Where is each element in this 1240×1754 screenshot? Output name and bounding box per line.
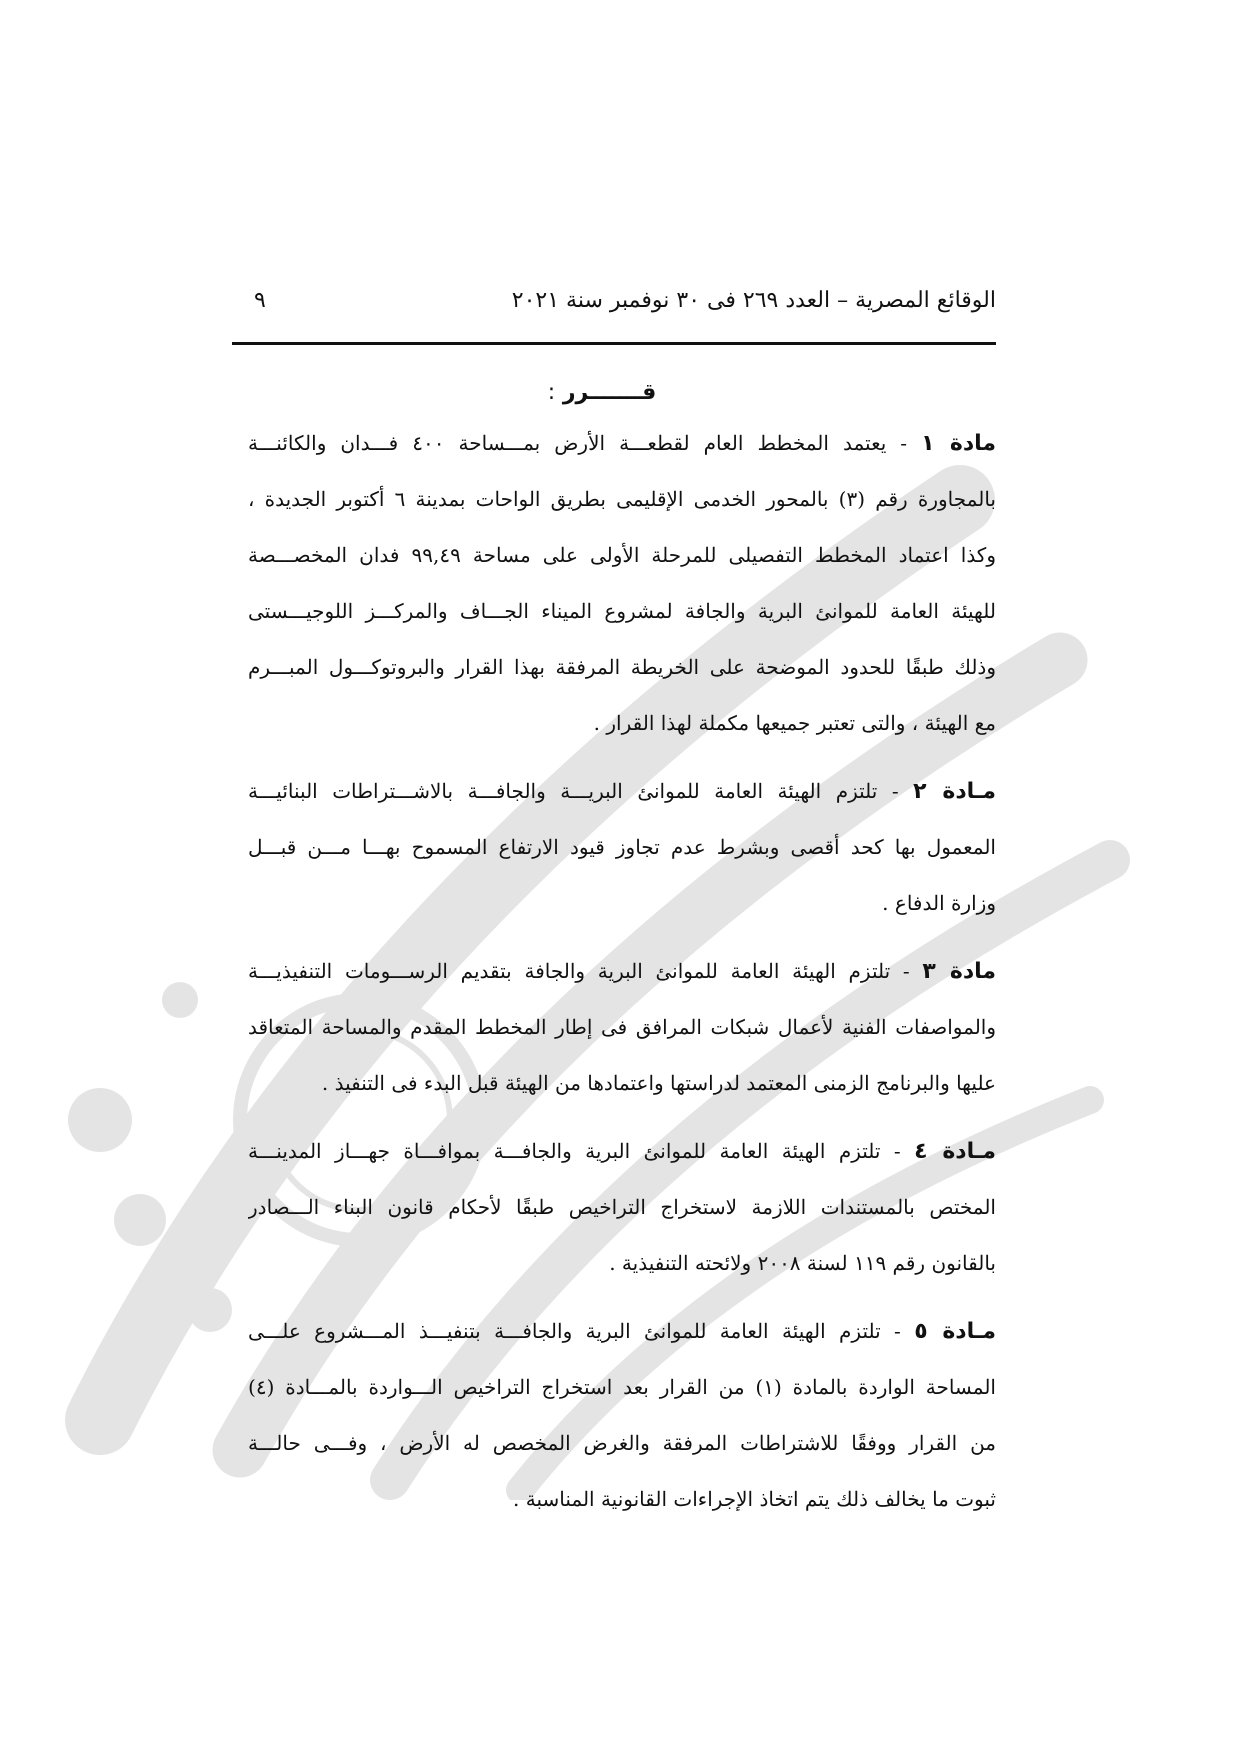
article-line — [248, 763, 996, 819]
article-text: - تلتزم الهيئة العامة للموانئ البرية والجافـــة بتنفيـــذ المـــشروع علـــى — [248, 1319, 901, 1343]
article-label: مادة ١ — [921, 431, 996, 456]
decision-heading — [248, 376, 996, 409]
article-line — [248, 1303, 996, 1359]
decision-heading-text: قـــــــرر — [562, 380, 657, 405]
article-line: بالمجاورة رقم (٣) بالمحور الخدمى الإقليمى بطريق الواحات بمدينة ٦ أكتوبر الجديدة ، — [248, 487, 996, 511]
article-line: وذلك طبقًا للحدود الموضحة على الخريطة المرفقة بهذا القرار والبروتوكـــول المبـــرم — [248, 655, 996, 679]
article-text: - تلتزم الهيئة العامة للموانئ البرية والجافـــة بموافـــاة جهـــاز المدينـــة — [248, 1139, 901, 1163]
article-text: - تلتزم الهيئة العامة للموانئ البريـــة والجافـــة بالاشـــتراطات البنائيـــة — [248, 779, 899, 803]
decision-heading-colon: : — [547, 380, 556, 405]
article-line: ثبوت ما يخالف ذلك يتم اتخاذ الإجراءات القانونية المناسبة . — [513, 1487, 996, 1511]
article-4 — [248, 1123, 996, 1291]
gazette-header — [232, 282, 996, 345]
article-line: المعمول بها كحد أقصى وبشرط عدم تجاوز قيود الارتفاع المسموح بهـــا مـــن قبـــل — [248, 835, 996, 859]
article-line — [248, 1123, 996, 1179]
article-line: المختص بالمستندات اللازمة لاستخراج التراخيص طبقًا لأحكام قانون البناء الـــصادر — [248, 1195, 996, 1219]
article-label: مـادة ٥ — [914, 1319, 996, 1344]
article-line — [248, 943, 996, 999]
article-line: للهيئة العامة للموانئ البرية والجافة لمشروع الميناء الجـــاف والمركـــز اللوجيـــستى — [248, 599, 996, 623]
article-label: مـادة ٢ — [913, 779, 996, 804]
article-label: مادة ٣ — [922, 959, 996, 984]
article-text: - يعتمد المخطط العام لقطعـــة الأرض بمـــساحة ٤٠٠ فـــدان والكائنـــة — [248, 431, 908, 455]
decree-body — [248, 376, 996, 1539]
article-line: وزارة الدفاع . — [882, 891, 996, 915]
article-3 — [248, 943, 996, 1111]
article-line: المساحة الواردة بالمادة (١) من القرار بعد استخراج التراخيص الـــواردة بالمـــادة (٤) — [248, 1375, 996, 1399]
article-text: - تلتزم الهيئة العامة للموانئ البرية والجافة بتقديم الرســـومات التنفيذيـــة — [248, 959, 910, 983]
article-2 — [248, 763, 996, 931]
article-line: بالقانون رقم ١١٩ لسنة ٢٠٠٨ ولائحته التنفيذية . — [609, 1251, 996, 1275]
article-label: مـادة ٤ — [914, 1139, 996, 1164]
article-line: والمواصفات الفنية لأعمال شبكات المرافق فى إطار المخطط المقدم والمساحة المتعاقد — [248, 1015, 996, 1039]
article-line: وكذا اعتماد المخطط التفصيلى للمرحلة الأولى على مساحة ٩٩,٤٩ فدان المخصـــصة — [248, 543, 996, 567]
gazette-title: الوقائع المصرية – العدد ٢٦٩ فى ٣٠ نوفمبر سنة ٢٠٢١ — [511, 288, 996, 313]
article-line — [248, 415, 996, 471]
article-1 — [248, 415, 996, 751]
page-number: ٩ — [254, 288, 266, 313]
article-line: عليها والبرنامج الزمنى المعتمد لدراستها واعتمادها من الهيئة قبل البدء فى التنفيذ . — [321, 1071, 996, 1095]
article-line: من القرار ووفقًا للاشتراطات المرفقة والغرض المخصص له الأرض ، وفـــى حالـــة — [248, 1431, 996, 1455]
article-line: مع الهيئة ، والتى تعتبر جميعها مكملة لهذا القرار . — [593, 711, 996, 735]
article-5 — [248, 1303, 996, 1527]
